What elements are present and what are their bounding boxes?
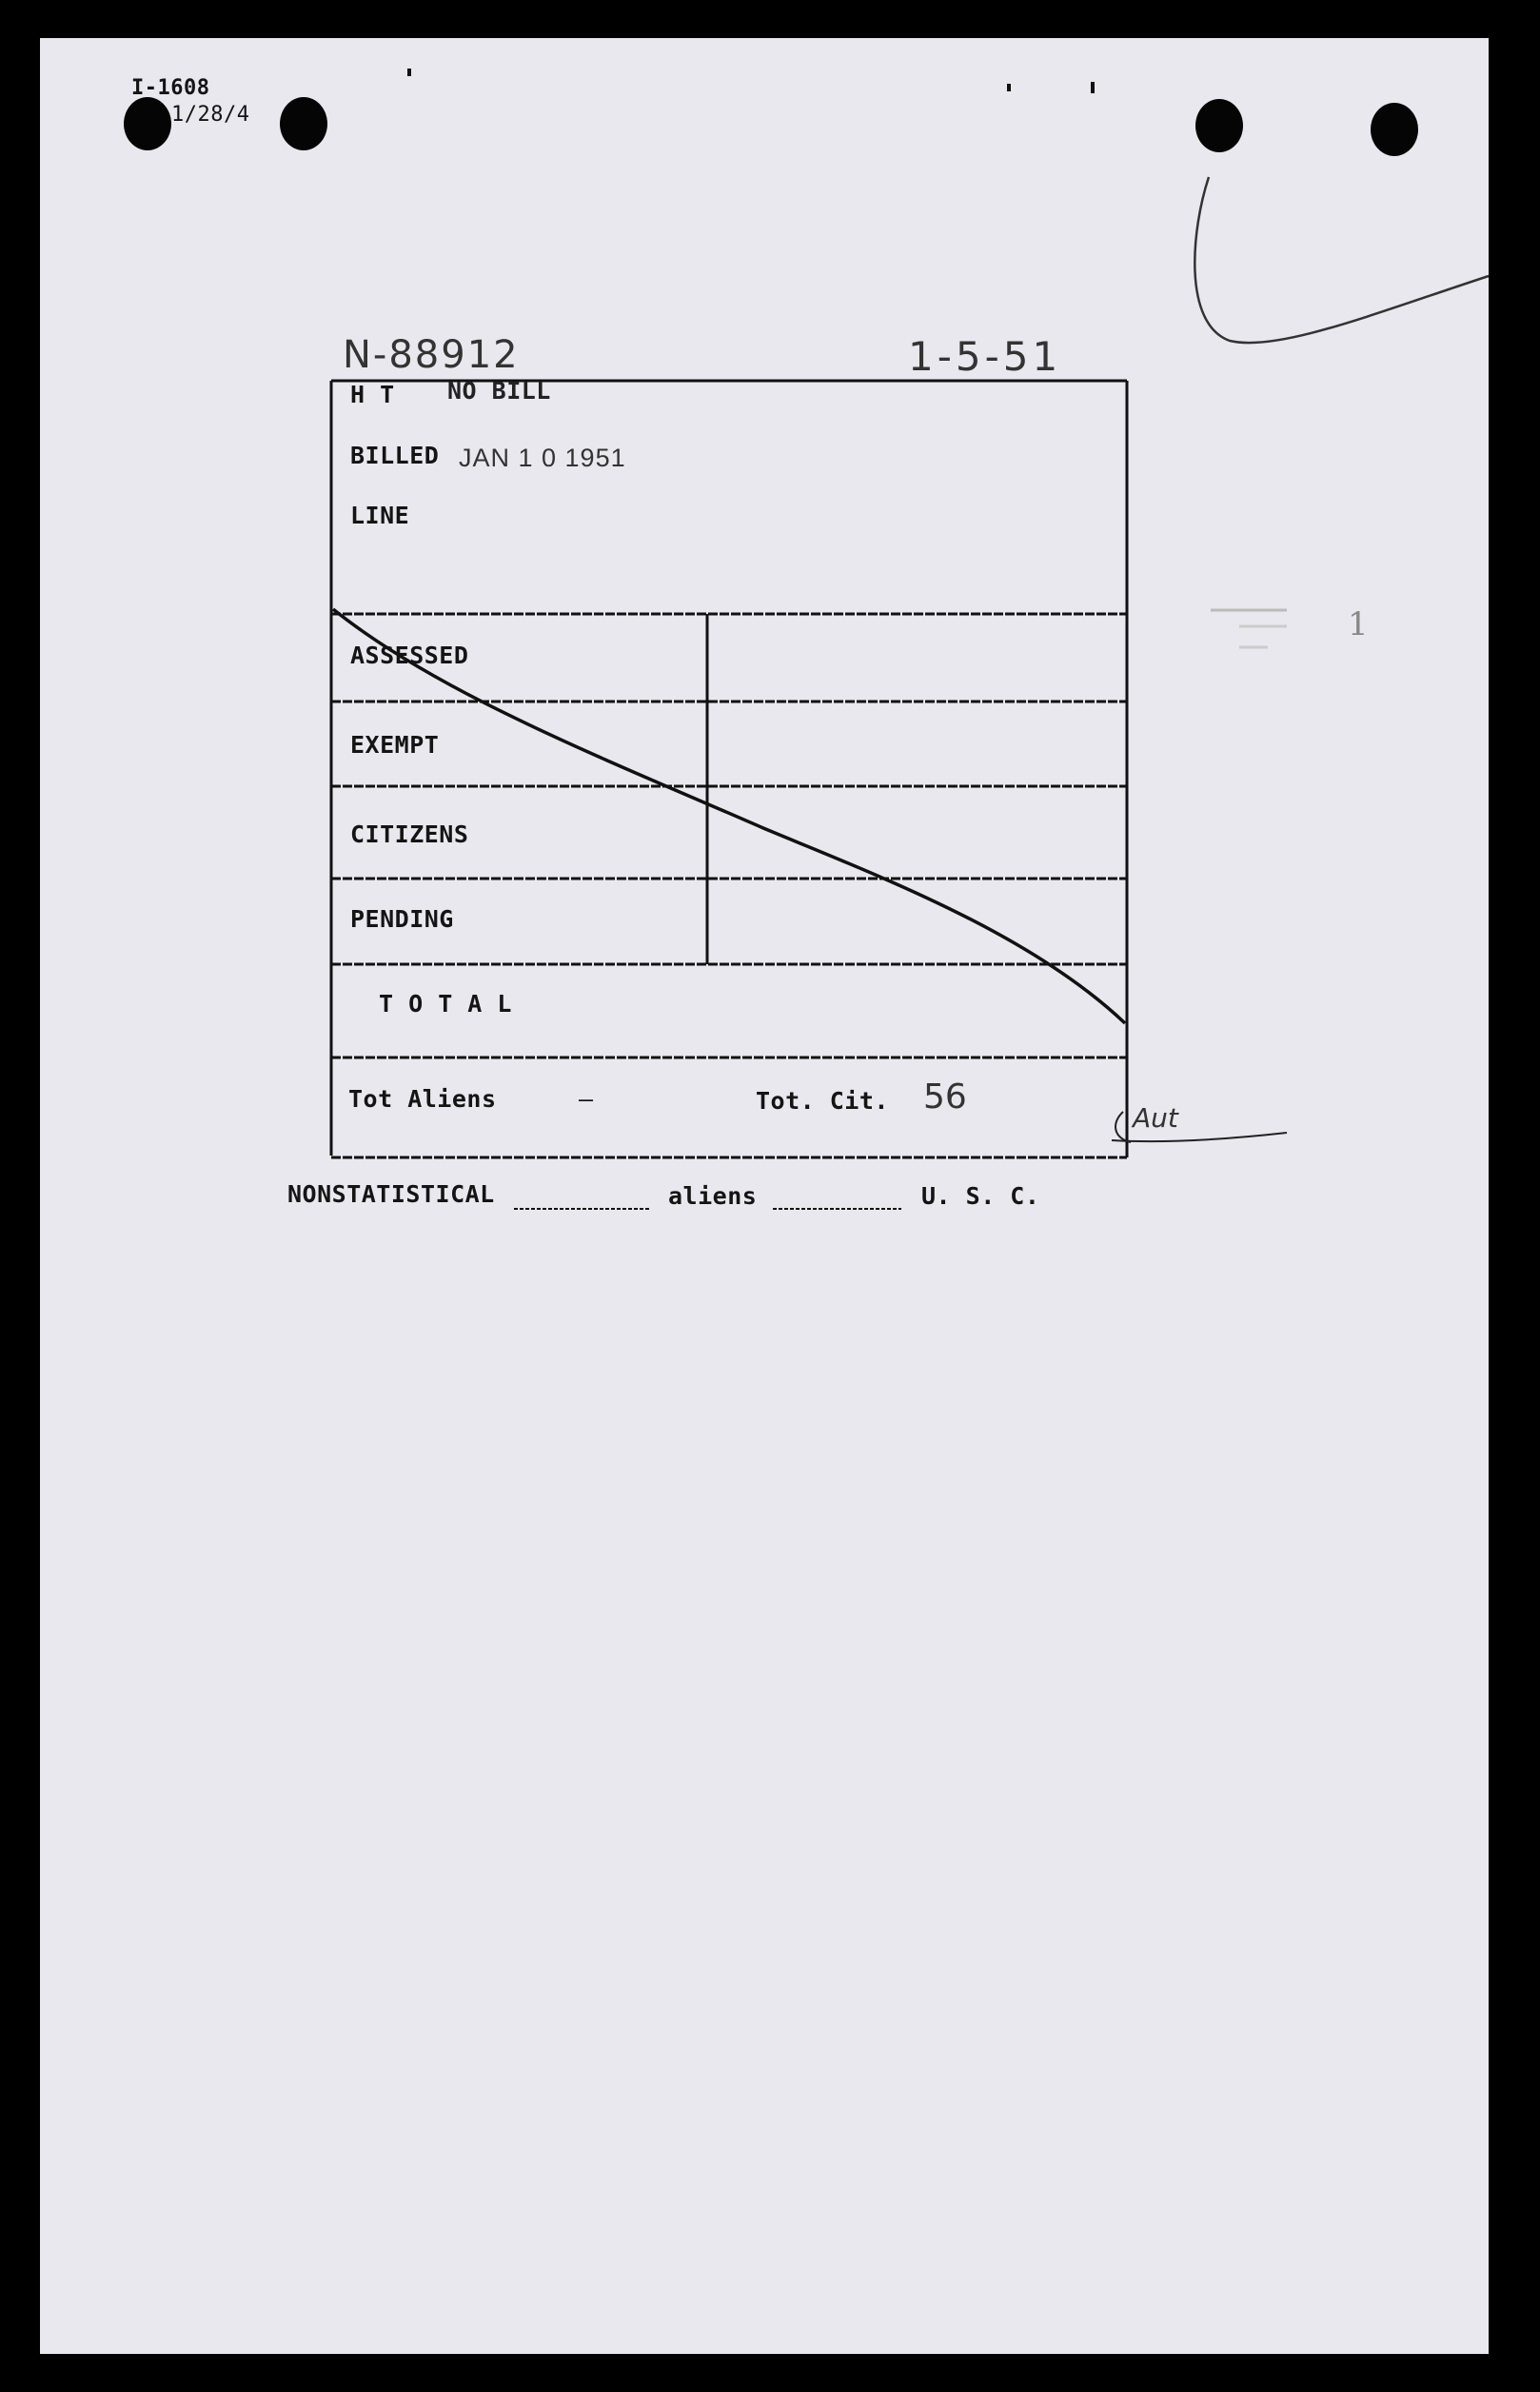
ht-label: H T <box>350 381 395 408</box>
row-citizens-label: CITIZENS <box>350 820 469 848</box>
manifest-number: N-88912 <box>343 333 520 377</box>
billed-date-stamp: JAN 1 0 1951 <box>459 444 626 472</box>
form-grid <box>40 38 1489 2354</box>
margin-number: 1 <box>1348 605 1369 643</box>
row-total-label: T O T A L <box>379 990 512 1018</box>
row-pending-label: PENDING <box>350 905 454 933</box>
tot-aliens-value: — <box>579 1085 594 1113</box>
row-exempt-label: EXEMPT <box>350 731 440 759</box>
nonstat-label: NONSTATISTICAL <box>287 1180 495 1208</box>
tot-cit-value: 56 <box>923 1077 967 1117</box>
billed-label: BILLED <box>350 442 440 469</box>
tot-cit-label: Tot. Cit. <box>756 1087 889 1115</box>
no-bill-stamp: NO BILL <box>447 377 551 405</box>
form-number: I-1608 <box>131 76 210 100</box>
line-label: LINE <box>350 502 410 529</box>
form-revision: 1/28/4 <box>171 103 250 127</box>
row-assessed-label: ASSESSED <box>350 642 469 669</box>
tot-aliens-label: Tot Aliens <box>348 1085 497 1113</box>
document-page <box>40 38 1489 2354</box>
nonstat-usc-label: U. S. C. <box>921 1182 1040 1210</box>
date-handwritten: 1-5-51 <box>908 333 1062 380</box>
nonstat-aliens-label: aliens <box>668 1182 758 1210</box>
initials: Aut <box>1133 1102 1178 1134</box>
